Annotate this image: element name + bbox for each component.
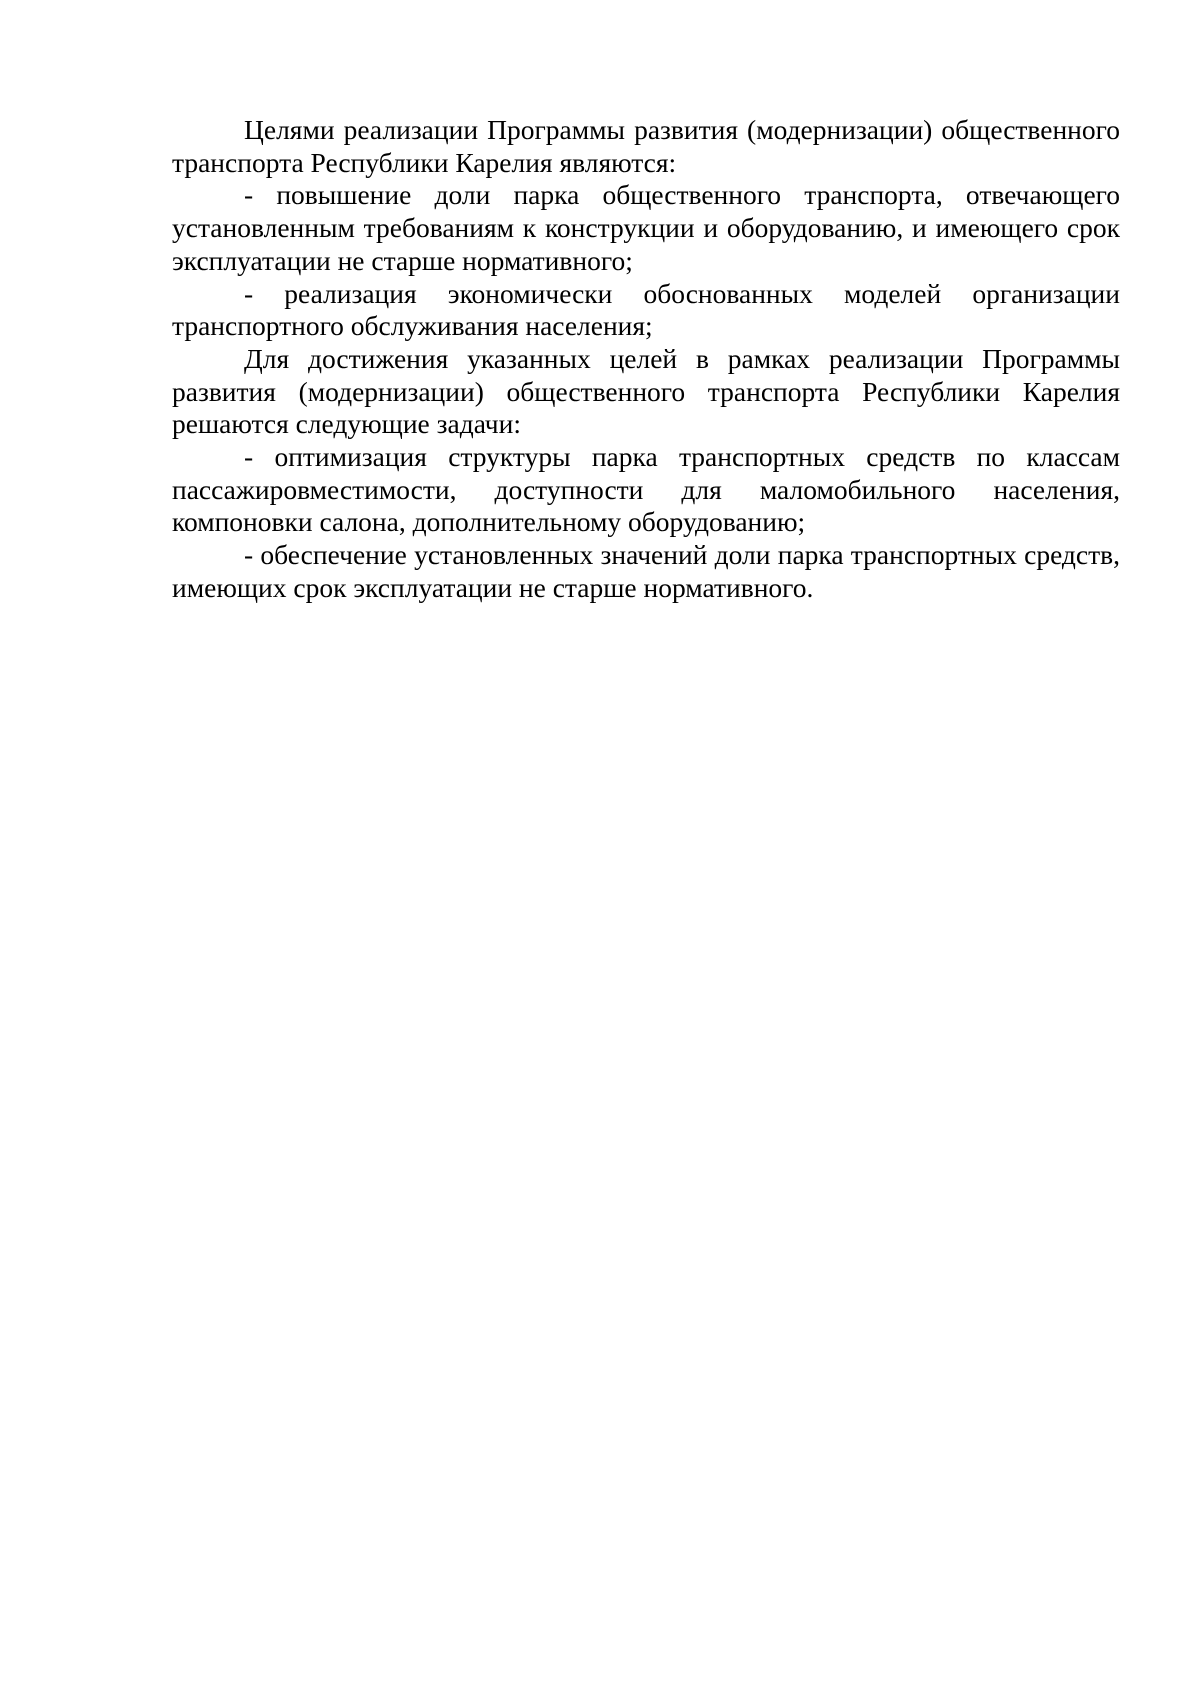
paragraph-tasks-intro: Для достижения указанных целей в рамках реализации Программы развития (модернизации) общественного транспорта Республики Карелия решаются следующие задачи: [172, 342, 1120, 440]
document-body [172, 114, 1120, 605]
paragraph-goal-item: - реализация экономически обоснованных моделей организации транспортного обслуживания населения; [172, 277, 1120, 342]
paragraph-task-item: - обеспечение установленных значений доли парка транспортных средств, имеющих срок эксплуатации не старше нормативного. [172, 539, 1120, 603]
paragraph-goals-intro: Целями реализации Программы развития (модернизации) общественного транспорта Республики Карелия являются: [172, 114, 1120, 178]
paragraph-goal-item: - повышение доли парка общественного транспорта, отвечающего установленным требованиям к конструкции и оборудованию, и имеющего срок эксплуатации не старше нормативного; [172, 179, 1120, 276]
paragraph-task-item: - оптимизация структуры парка транспортных средств по классам пассажировместимости, доступности для маломобильного населения, компоновки салона, дополнительному оборудованию; [172, 441, 1120, 538]
